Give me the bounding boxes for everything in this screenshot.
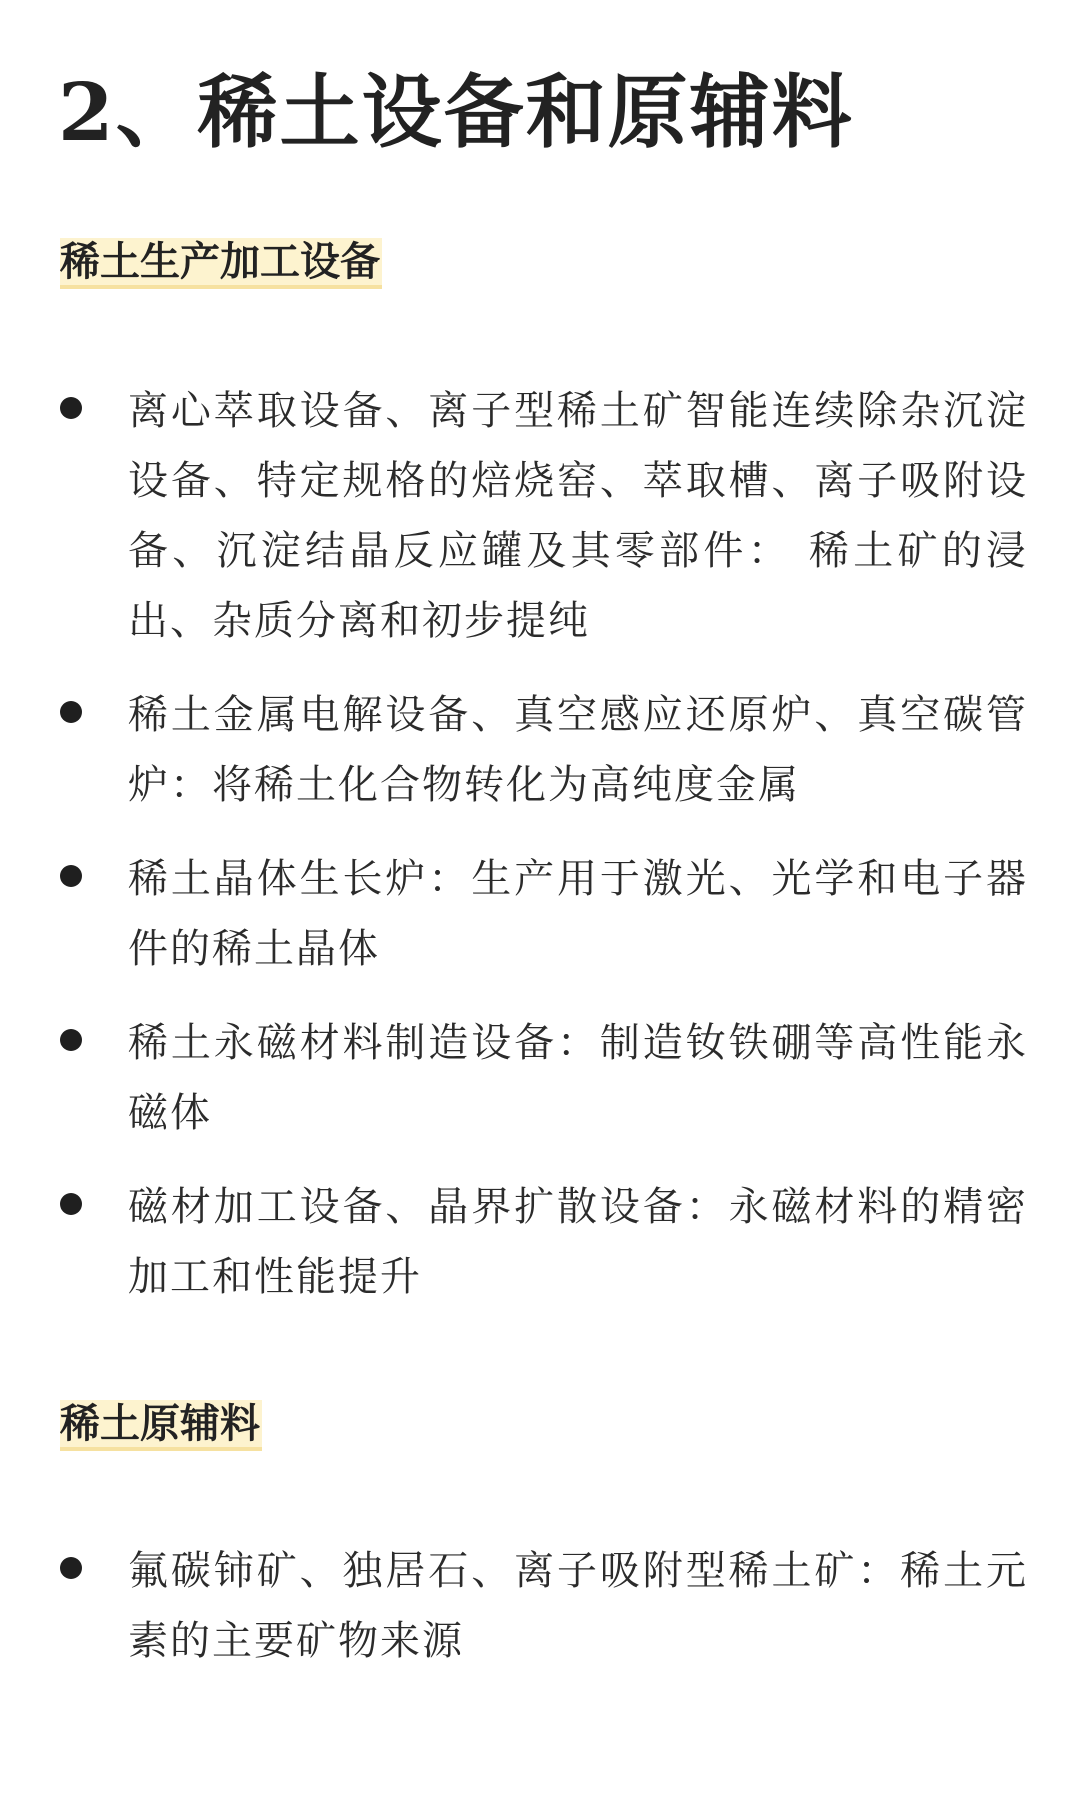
equipment-list [0, 376, 1080, 1336]
page-title: 2、稀土设备和原辅料 [58, 65, 854, 159]
list-item [0, 680, 1080, 820]
list-item [0, 1008, 1080, 1148]
list-item-text: 磁材加工设备、晶界扩散设备：永磁材料的精密加工和性能提升 [128, 1184, 1028, 1300]
list-item-text: 氟碳铈矿、独居石、离子吸附型稀土矿：稀土元素的主要矿物来源 [128, 1548, 1028, 1664]
section-heading-equipment [60, 232, 382, 292]
section-heading-raw-materials [60, 1394, 262, 1454]
list-item [0, 844, 1080, 984]
raw-materials-list [0, 1536, 1080, 1700]
list-item-text: 离心萃取设备、离子型稀土矿智能连续除杂沉淀设备、特定规格的焙烧窑、萃取槽、离子吸附设备、沉淀结晶反应罐及其零部件： 稀土矿的浸出、杂质分离和初步提纯 [128, 388, 1028, 644]
bullet-dot-icon [60, 701, 82, 723]
bullet-dot-icon [60, 1193, 82, 1215]
list-item-text: 稀土永磁材料制造设备：制造钕铁硼等高性能永磁体 [128, 1020, 1028, 1136]
section-heading-equipment-text: 稀土生产加工设备 [60, 238, 382, 289]
list-item [0, 376, 1080, 656]
bullet-dot-icon [60, 1029, 82, 1051]
bullet-dot-icon [60, 397, 82, 419]
list-item-text: 稀土晶体生长炉：生产用于激光、光学和电子器件的稀土晶体 [128, 856, 1028, 972]
list-item-text: 稀土金属电解设备、真空感应还原炉、真空碳管炉：将稀土化合物转化为高纯度金属 [128, 692, 1028, 808]
list-item [0, 1172, 1080, 1312]
list-item [0, 1536, 1080, 1676]
bullet-dot-icon [60, 1557, 82, 1579]
section-heading-raw-materials-text: 稀土原辅料 [60, 1400, 262, 1451]
bullet-dot-icon [60, 865, 82, 887]
